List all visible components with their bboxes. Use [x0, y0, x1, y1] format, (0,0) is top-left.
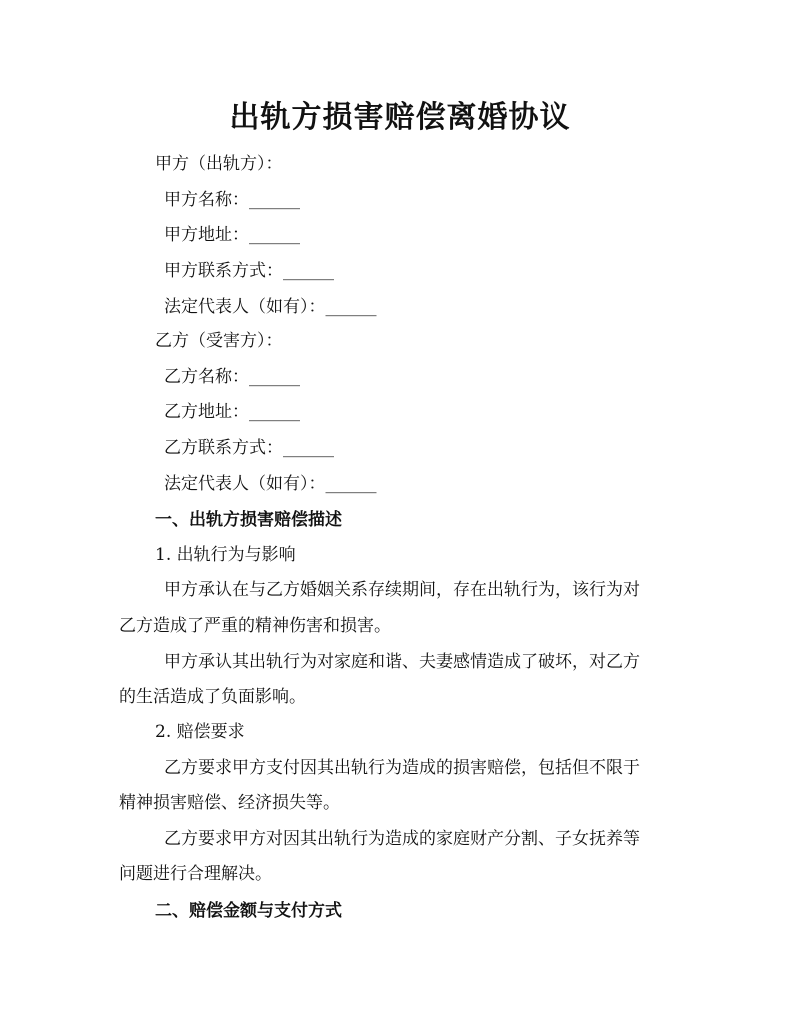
paragraph-line: 甲方承认其出轨行为对家庭和谐、夫妻感情造成了破坏，对乙方 — [164, 652, 640, 672]
paragraph-line: 乙方要求甲方支付因其出轨行为造成的损害赔偿，包括但不限于 — [164, 758, 640, 778]
section-2-heading: 二、赔偿金额与支付方式 — [155, 901, 342, 921]
subsection-1-heading: 1. 出轨行为与影响 — [155, 545, 296, 565]
party-b-heading: 乙方（受害方）： — [155, 331, 283, 351]
paragraph-line: 问题进行合理解决。 — [119, 864, 272, 884]
party-b-contact: 乙方联系方式：______ — [164, 438, 334, 458]
paragraph-line: 精神损害赔偿、经济损失等。 — [119, 793, 340, 813]
paragraph-line: 乙方造成了严重的精神伤害和损害。 — [119, 616, 391, 636]
party-b-address: 乙方地址：______ — [164, 402, 300, 422]
paragraph-line: 乙方要求甲方对因其出轨行为造成的家庭财产分割、子女抚养等 — [164, 829, 640, 849]
paragraph-line: 甲方承认在与乙方婚姻关系存续期间，存在出轨行为，该行为对 — [164, 580, 640, 600]
subsection-2-heading: 2. 赔偿要求 — [155, 722, 245, 742]
document-title: 出轨方损害赔偿离婚协议 — [229, 100, 571, 135]
party-a-address: 甲方地址：______ — [164, 225, 300, 245]
party-a-name: 甲方名称：______ — [164, 190, 300, 210]
section-1-heading: 一、出轨方损害赔偿描述 — [155, 510, 342, 530]
party-a-contact: 甲方联系方式：______ — [164, 261, 334, 281]
party-a-legal-rep: 法定代表人（如有）：______ — [164, 297, 377, 317]
party-a-heading: 甲方（出轨方）： — [155, 154, 283, 174]
paragraph-line: 的生活造成了负面影响。 — [119, 687, 306, 707]
party-b-legal-rep: 法定代表人（如有）：______ — [164, 474, 377, 494]
party-b-name: 乙方名称：______ — [164, 367, 300, 387]
